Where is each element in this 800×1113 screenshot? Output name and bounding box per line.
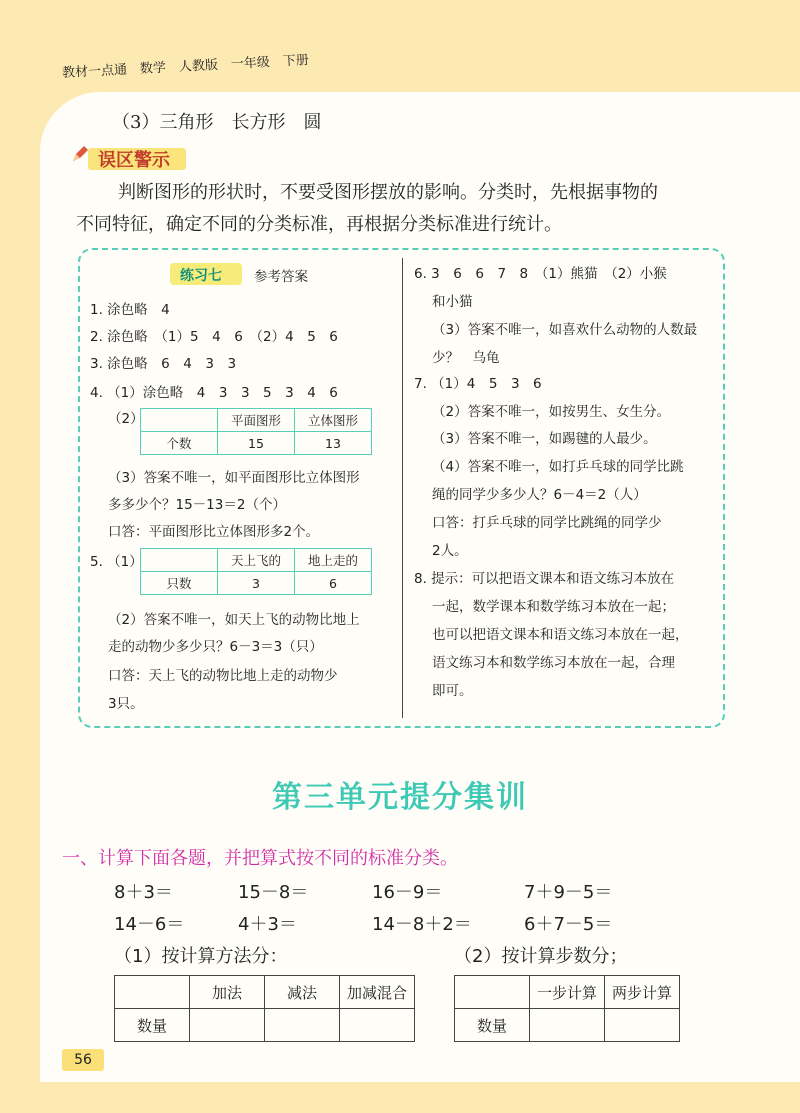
- table-cell: 数量: [455, 1009, 530, 1042]
- top-line: （3）三角形 长方形 圆: [112, 112, 322, 133]
- expression: 4＋3＝: [238, 914, 297, 935]
- answer-line: 少？ 乌龟: [432, 350, 500, 366]
- answer-line: （3）答案不唯一，如踢毽的人最少。: [432, 431, 657, 447]
- answer-cell[interactable]: [340, 1009, 415, 1042]
- answer-line: 口答：打乒乓球的同学比跳绳的同学少: [432, 515, 662, 531]
- bottom-band: [40, 1082, 800, 1113]
- answer-line: 一起，数学课本和数学练习本放在一起；: [432, 599, 675, 615]
- table-cell: 个数: [141, 432, 218, 455]
- unit-title: 第三单元提分集训: [272, 780, 528, 815]
- answer-line: 即可。: [432, 683, 473, 699]
- answer-line: 1. 涂色略 4: [90, 302, 170, 318]
- answer-line: 7. （1）4 5 3 6: [414, 376, 542, 392]
- column-divider: [402, 258, 403, 718]
- answer-line: 和小猫: [432, 294, 473, 310]
- answer-line: （2）答案不唯一，如按男生、女生分。: [432, 404, 671, 420]
- expression: 15－8＝: [238, 882, 309, 903]
- answer-line: （2）答案不唯一，如天上飞的动物比地上: [108, 612, 360, 628]
- answer-line: 口答：平面图形比立体图形多2个。: [108, 524, 320, 540]
- expression: 7＋9－5＝: [524, 882, 613, 903]
- table-cell: 地上走的: [295, 549, 372, 572]
- answer-line: 绳的同学少多少人？6－4＝2（人）: [432, 487, 647, 503]
- answer-line: 6. 3 6 6 7 8 （1）熊猫 （2）小猴: [414, 266, 667, 282]
- answer-line: 走的动物少多少只？6－3＝3（只）: [108, 639, 323, 655]
- steps-table: [454, 975, 680, 1042]
- answer-line: 多多少个？15－13＝2（个）: [108, 497, 286, 513]
- book-header: 教材一点通 数学 人教版 一年级 下册: [61, 53, 310, 81]
- answer-line: 5. （1）: [90, 554, 143, 570]
- answer-line: 8. 提示：可以把语文课本和语文练习本放在: [414, 571, 675, 587]
- table-cell: 13: [295, 432, 372, 455]
- table-cell: 3: [218, 572, 295, 595]
- table-cell: [115, 976, 190, 1009]
- answer-line: （4）答案不唯一，如打乒乓球的同学比跳: [432, 459, 684, 475]
- answer-line: 口答：天上飞的动物比地上走的动物少: [108, 668, 338, 684]
- table-cell: 加减混合: [340, 976, 415, 1009]
- table-5: [140, 548, 372, 595]
- table-cell: 立体图形: [295, 409, 372, 432]
- part-1-label: （1）按计算方法分：: [114, 946, 288, 967]
- table-cell: 减法: [265, 976, 340, 1009]
- page-number: 56: [62, 1049, 104, 1071]
- answer-cell[interactable]: [190, 1009, 265, 1042]
- table-cell: [455, 976, 530, 1009]
- expression: 16－9＝: [372, 882, 443, 903]
- answer-line: 2人。: [432, 543, 468, 559]
- answer-line: 也可以把语文课本和语文练习本放在一起，: [432, 627, 689, 643]
- answer-line: 4. （1）涂色略 4 3 3 5 3 4 6: [90, 385, 338, 401]
- method-table: [114, 975, 415, 1042]
- answer-cell[interactable]: [530, 1009, 605, 1042]
- table-cell: 数量: [115, 1009, 190, 1042]
- expression: 14－6＝: [114, 914, 185, 935]
- answer-line: 语文练习本和数学练习本放在一起，合理: [432, 655, 675, 671]
- expression: 6＋7－5＝: [524, 914, 613, 935]
- table-cell: [141, 409, 218, 432]
- answer-line: （3）答案不唯一，如平面图形比立体图形: [108, 470, 360, 486]
- table-cell: [141, 549, 218, 572]
- table-cell: 两步计算: [605, 976, 680, 1009]
- warning-line: 不同特征，确定不同的分类标准，再根据分类标准进行统计。: [76, 214, 562, 235]
- warning-title: 误区警示: [98, 150, 170, 171]
- table-4: [140, 408, 372, 455]
- table-cell: 天上飞的: [218, 549, 295, 572]
- answer-line: 3只。: [108, 696, 144, 712]
- table-cell: 平面图形: [218, 409, 295, 432]
- table-cell: 一步计算: [530, 976, 605, 1009]
- answer-line: （3）答案不唯一，如喜欢什么动物的人数最: [432, 322, 698, 338]
- expression: 8＋3＝: [114, 882, 173, 903]
- pencil-icon: [70, 144, 90, 164]
- part-2-label: （2）按计算步数分；: [454, 946, 628, 967]
- question-1: 一、计算下面各题，并把算式按不同的标准分类。: [62, 848, 458, 869]
- expression: 14－8＋2＝: [372, 914, 472, 935]
- answer-cell[interactable]: [265, 1009, 340, 1042]
- tab-badge: [170, 263, 242, 285]
- table-cell: 加法: [190, 976, 265, 1009]
- answer-line: （2）: [108, 411, 144, 427]
- answer-line: 2. 涂色略 （1）5 4 6 （2）4 5 6: [90, 329, 338, 345]
- answer-line: 3. 涂色略 6 4 3 3: [90, 356, 237, 372]
- table-cell: 6: [295, 572, 372, 595]
- table-cell: 只数: [141, 572, 218, 595]
- warning-line: 判断图形的形状时，不要受图形摆放的影响。分类时，先根据事物的: [118, 182, 658, 203]
- tab-label: 练习七: [180, 268, 222, 284]
- tab-suffix: 参考答案: [254, 269, 308, 285]
- table-cell: 15: [218, 432, 295, 455]
- answer-cell[interactable]: [605, 1009, 680, 1042]
